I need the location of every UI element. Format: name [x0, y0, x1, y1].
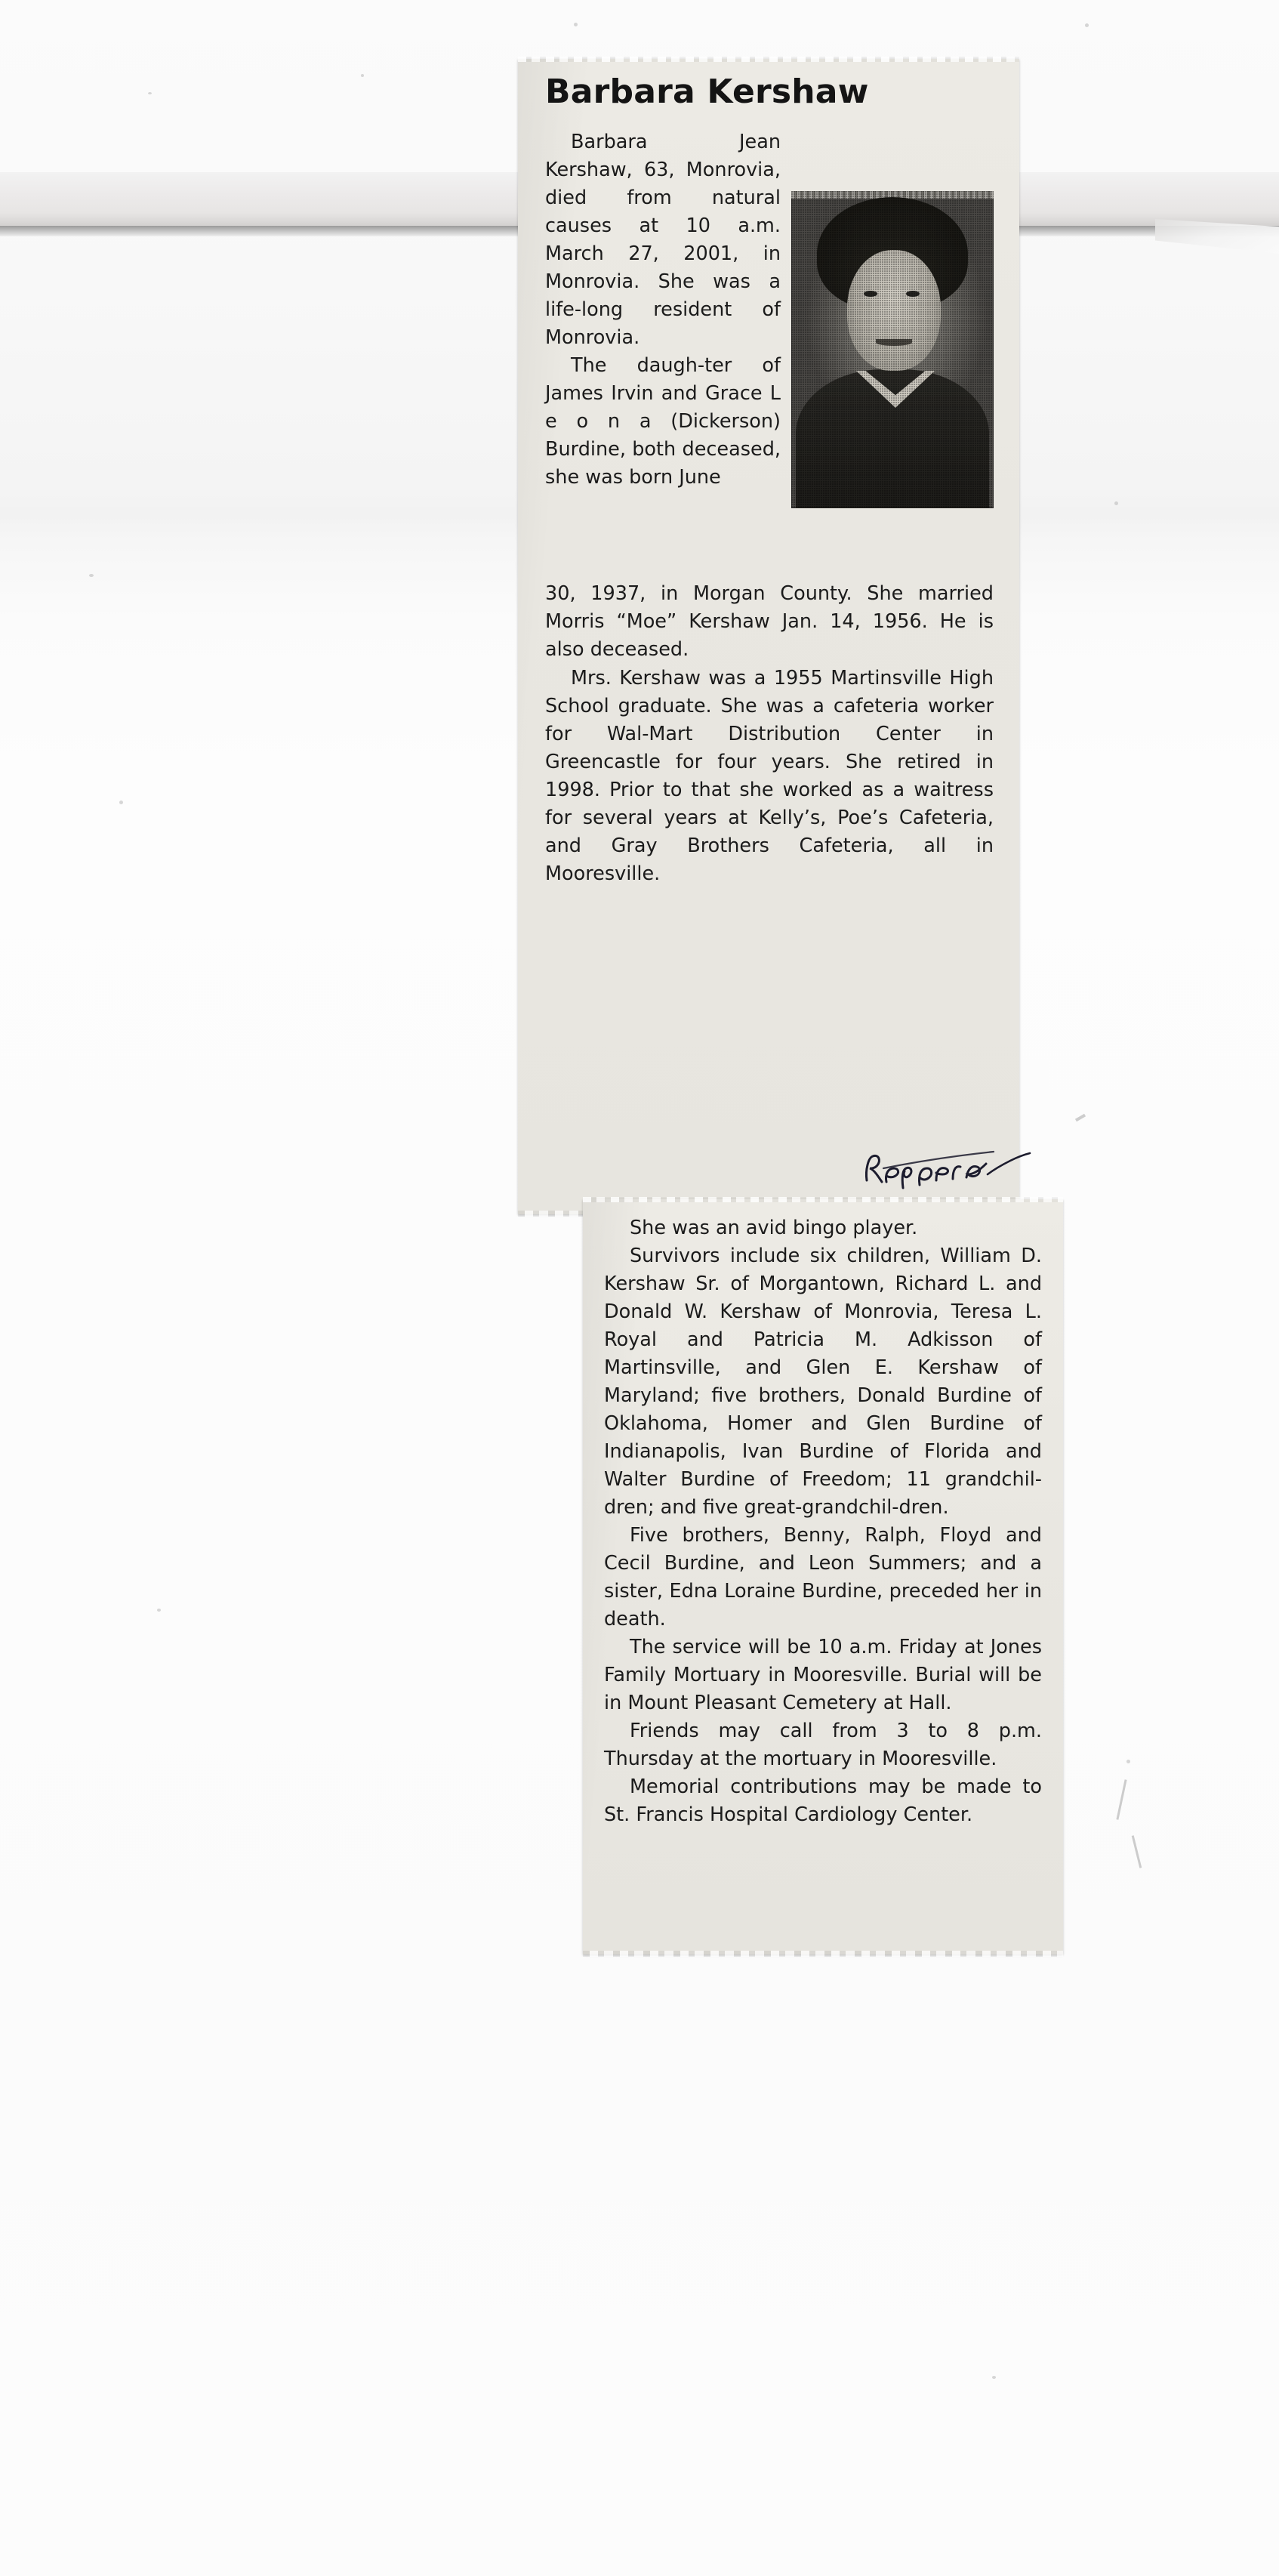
dust-speck — [1085, 23, 1089, 27]
obituary-column-wrap — [545, 128, 781, 492]
dust-speck — [1114, 501, 1118, 505]
dust-speck — [89, 574, 94, 577]
clipping-lower-piece — [583, 1199, 1063, 1954]
dust-speck — [119, 801, 123, 804]
obituary-column-after-photo — [545, 580, 994, 664]
dust-speck — [992, 2376, 996, 2379]
paragraph: She was an avid bingo player. — [630, 1217, 918, 1239]
paragraph: Barbara Jean Kershaw, 63, Monrovia, died from natural causes at 10 a.m. March 27, 2001, in Monrovia. She was a life-long resident of Monrovia. — [545, 131, 781, 349]
dust-speck — [157, 1609, 161, 1612]
portrait-photo — [791, 191, 994, 508]
obituary-column-survivors — [604, 1214, 1042, 1829]
dust-speck — [148, 92, 152, 94]
paragraph: 30, 1937, in Morgan County. She married Morris “Moe” Kershaw Jan. 14, 1956. He is also deceased. — [545, 582, 994, 661]
paragraph: Memorial contributions may be made to St. Francis Hospital Cardiology Center. — [604, 1775, 1042, 1826]
obituary-column-biography — [545, 665, 994, 888]
clipping-upper-piece — [518, 59, 1019, 1214]
obituary-headline: Barbara Kershaw — [545, 72, 869, 111]
paragraph: Survivors include six children, William D. Kershaw Sr. of Morgantown, Richard L. and Donald W. Kershaw of Monrovia, Teresa L. Royal and Patricia M. Adkisson of Martinsville, and Glen E. Kershaw of Maryland; five brothers, Donald Burdine of Oklahoma, Homer and Glen Burdine of Indianapolis, Ivan Burdine of Florida and Walter Burdine of Freedom; 11 grandchil-dren; and five great-grandchil-dren. — [604, 1245, 1042, 1519]
paragraph: Five brothers, Benny, Ralph, Floyd and Cecil Burdine, and Leon Summers; and a sister, Edna Loraine Burdine, preceded her in death. — [604, 1524, 1042, 1630]
paragraph: The daugh-ter of James Irvin and Grace L e o n a (Dickerson) Burdine, both deceased, she was born June — [545, 354, 781, 489]
photo-halftone-texture — [791, 191, 994, 508]
paragraph: Mrs. Kershaw was a 1955 Martinsville High School graduate. She was a cafeteria worker for Wal-Mart Distribution Center in Greencastle for four years. She retired in 1998. Prior to that she worked as a waitress for several years at Kelly’s, Poe’s Cafeteria, and Gray Brothers Cafeteria, all in Mooresville. — [545, 667, 994, 885]
dust-speck — [1126, 1760, 1130, 1763]
torn-edge-top — [583, 1197, 1063, 1202]
paragraph: The service will be 10 a.m. Friday at Jones Family Mortuary in Mooresville. Burial will be in Mount Pleasant Cemetery at Hall. — [604, 1636, 1042, 1714]
torn-edge-bottom — [583, 1951, 1063, 1957]
dust-speck — [574, 23, 578, 26]
torn-edge-top — [518, 57, 1019, 62]
paragraph: Friends may call from 3 to 8 p.m. Thursday at the mortuary in Mooresville. — [604, 1720, 1042, 1770]
dust-speck — [361, 74, 364, 77]
